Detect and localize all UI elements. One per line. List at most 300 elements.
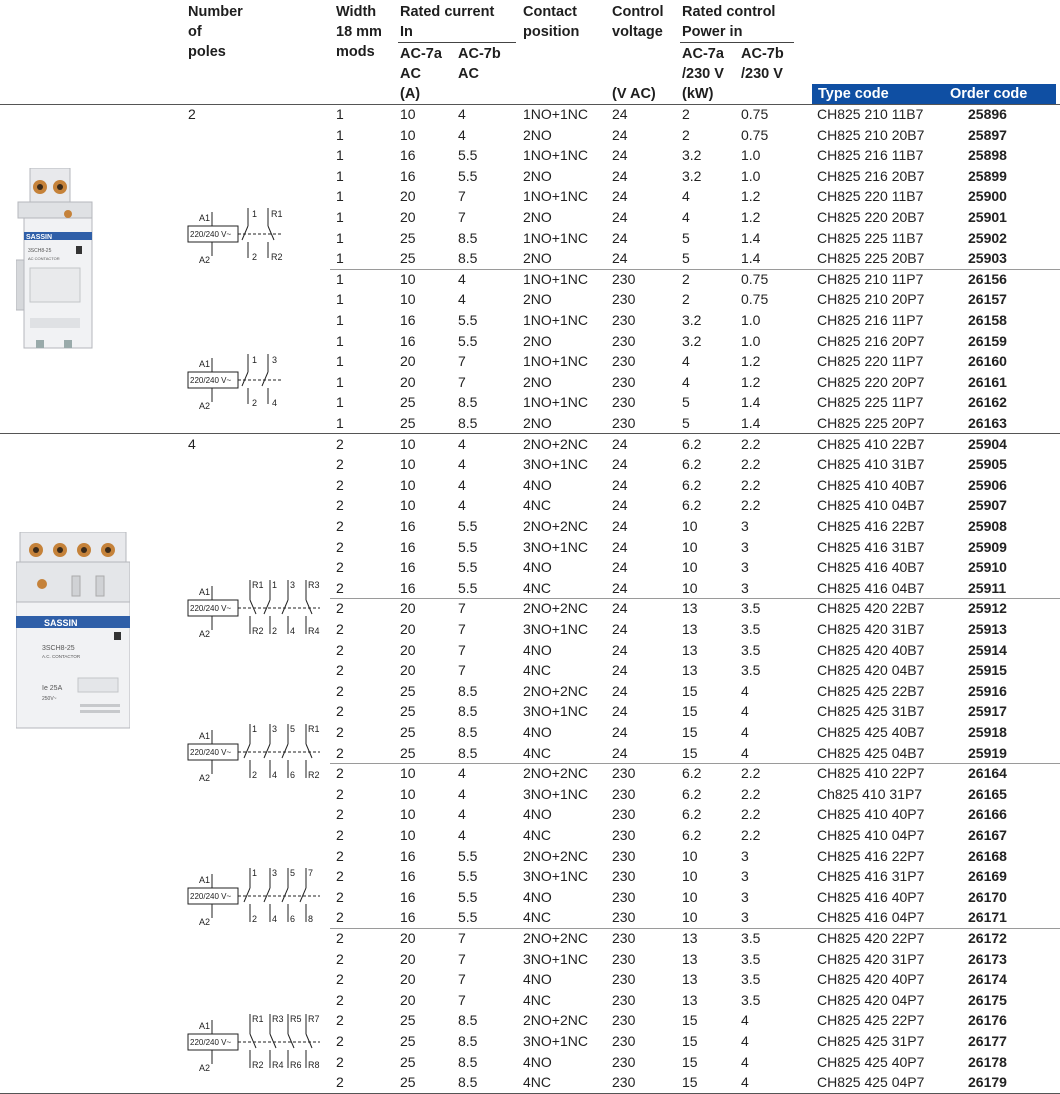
type-code-cell: CH825 420 40B7: [817, 641, 925, 658]
ac7a-current-cell: 25: [400, 250, 416, 267]
contact-cell: 1NO+1NC: [523, 394, 588, 411]
svg-text:2: 2: [252, 398, 258, 408]
ac7a-power-cell: 10: [682, 888, 698, 905]
ac7a-power-cell: 6.2: [682, 785, 702, 802]
type-code-cell: CH825 210 20P7: [817, 291, 925, 308]
ac7b-current-cell: 8.5: [458, 250, 478, 267]
ac7b-power-cell: 4: [741, 1033, 749, 1049]
ac7a-current-cell: 16: [400, 518, 416, 534]
header-order-code: Order code: [950, 86, 1028, 102]
voltage-cell: 230: [612, 930, 636, 946]
contact-cell: 4NO: [523, 971, 552, 988]
order-code-cell: 25905: [968, 456, 1007, 473]
svg-text:3: 3: [272, 724, 278, 734]
table-row: [0, 701, 1060, 722]
table-row: [0, 928, 1060, 949]
table-row: [0, 516, 1060, 537]
svg-text:R2: R2: [252, 626, 264, 636]
order-code-cell: 25902: [968, 229, 1007, 246]
ac7b-power-cell: 2.2: [741, 476, 761, 493]
width-cell: 2: [336, 559, 344, 576]
contact-cell: 3NO+1NC: [523, 785, 588, 802]
ac7b-current-cell: 4: [458, 765, 466, 782]
voltage-cell: 24: [612, 703, 628, 720]
ac7b-current-cell: 5.5: [458, 312, 478, 328]
ac7b-current-cell: 7: [458, 641, 466, 658]
header-voltage-2: voltage: [612, 24, 663, 40]
ac7a-power-cell: 3.2: [682, 167, 702, 184]
ac7a-current-cell: 25: [400, 703, 416, 720]
contact-cell: 4NC: [523, 744, 552, 761]
svg-text:A1: A1: [199, 587, 211, 597]
ac7a-power-cell: 2: [682, 270, 690, 287]
width-cell: 2: [336, 476, 344, 493]
ac7b-current-cell: 5.5: [458, 518, 478, 534]
contact-cell: 2NO+2NC: [523, 435, 588, 452]
type-code-cell: CH825 416 22P7: [817, 847, 925, 864]
contact-cell: 1NO+1NC: [523, 229, 588, 246]
contact-cell: 2NO: [523, 250, 552, 267]
table-row: [0, 681, 1060, 702]
voltage-cell: 24: [612, 621, 628, 637]
contact-cell: 4NO: [523, 476, 552, 493]
width-cell: 2: [336, 765, 344, 782]
width-cell: 2: [336, 1053, 344, 1070]
ac7a-power-cell: 10: [682, 909, 698, 926]
voltage-cell: 24: [612, 167, 628, 184]
ac7a-current-cell: 20: [400, 600, 416, 617]
width-cell: 2: [336, 888, 344, 905]
table-row: [0, 660, 1060, 681]
order-code-cell: 25908: [968, 518, 1007, 534]
type-code-cell: CH825 420 40P7: [817, 971, 925, 988]
ac7a-power-cell: 6.2: [682, 456, 702, 473]
ac7a-current-cell: 20: [400, 950, 416, 967]
svg-text:7: 7: [308, 868, 314, 878]
ac7a-power-cell: 5: [682, 229, 690, 246]
voltage-cell: 24: [612, 682, 628, 699]
ac7a-current-cell: 10: [400, 126, 416, 143]
ac7b-power-cell: 3: [741, 847, 749, 864]
ac7a-power-cell: 6.2: [682, 806, 702, 823]
ac7b-current-cell: 7: [458, 930, 466, 946]
type-code-cell: CH825 220 11P7: [817, 353, 924, 370]
svg-text:2: 2: [252, 914, 258, 924]
type-code-cell: CH825 416 04B7: [817, 579, 925, 596]
svg-text:1: 1: [272, 580, 278, 590]
type-code-cell: CH825 410 31B7: [817, 456, 925, 473]
width-cell: 2: [336, 600, 344, 617]
ac7b-current-cell: 7: [458, 991, 466, 1008]
svg-text:R4: R4: [272, 1060, 284, 1070]
voltage-cell: 230: [612, 868, 636, 885]
svg-text:220/240 V~: 220/240 V~: [190, 376, 232, 385]
width-cell: 2: [336, 435, 344, 452]
width-cell: 2: [336, 1074, 344, 1091]
svg-text:3: 3: [290, 580, 296, 590]
svg-text:A1: A1: [199, 359, 211, 369]
voltage-cell: 24: [612, 250, 628, 267]
voltage-cell: 230: [612, 415, 636, 431]
table-row: [0, 228, 1060, 249]
ac7a-current-cell: 25: [400, 229, 416, 246]
type-code-cell: CH825 425 31P7: [817, 1033, 925, 1049]
voltage-cell: 24: [612, 579, 628, 596]
type-code-cell: CH825 225 11P7: [817, 394, 924, 411]
table-row: [0, 763, 1060, 784]
ac7b-power-cell: 4: [741, 724, 749, 740]
header-power-2: Power in: [682, 24, 743, 40]
table-row: [0, 907, 1060, 928]
type-code-cell: CH825 416 22B7: [817, 518, 925, 534]
contact-cell: 4NO: [523, 559, 552, 576]
ac7a-current-cell: 10: [400, 476, 416, 493]
ac7a-current-cell: 25: [400, 682, 416, 699]
contact-cell: 2NO: [523, 415, 552, 431]
voltage-cell: 24: [612, 641, 628, 658]
svg-text:220/240 V~: 220/240 V~: [190, 230, 232, 239]
ac7b-power-cell: 2.2: [741, 765, 761, 782]
ac7b-current-cell: 5.5: [458, 868, 478, 885]
contact-cell: 2NO: [523, 209, 552, 225]
ac7b-current-cell: 4: [458, 785, 466, 802]
ac7a-current-cell: 25: [400, 1074, 416, 1091]
svg-text:220/240 V~: 220/240 V~: [190, 748, 232, 757]
ac7a-current-cell: 10: [400, 435, 416, 452]
svg-text:R8: R8: [308, 1060, 320, 1070]
ac7b-power-cell: 1.2: [741, 373, 761, 390]
svg-text:R1: R1: [252, 1014, 264, 1024]
svg-text:A1: A1: [199, 1021, 211, 1031]
ac7a-current-cell: 25: [400, 415, 416, 431]
type-code-cell: CH825 210 11B7: [817, 106, 924, 122]
width-cell: 2: [336, 785, 344, 802]
type-code-cell: CH825 420 04P7: [817, 991, 925, 1008]
type-code-cell: CH825 220 11B7: [817, 188, 924, 205]
ac7b-power-cell: 3: [741, 559, 749, 576]
ac7a-current-cell: 20: [400, 621, 416, 637]
ac7b-current-cell: 4: [458, 126, 466, 143]
ac7a-current-cell: 20: [400, 373, 416, 390]
type-code-cell: Ch825 410 31P7: [817, 785, 923, 802]
ac7a-current-cell: 16: [400, 332, 416, 349]
ac7b-power-cell: 2.2: [741, 435, 761, 452]
voltage-cell: 24: [612, 456, 628, 473]
ac7a-power-cell: 4: [682, 188, 690, 205]
ac7a-power-cell: 10: [682, 868, 698, 885]
header-width-1: Width: [336, 4, 377, 20]
voltage-cell: 24: [612, 497, 628, 514]
voltage-cell: 230: [612, 270, 636, 287]
svg-text:R2: R2: [252, 1060, 264, 1070]
ac7b-power-cell: 4: [741, 744, 749, 761]
ac7b-power-cell: 2.2: [741, 497, 761, 514]
type-code-cell: CH825 216 20P7: [817, 332, 925, 349]
order-code-cell: 26178: [968, 1053, 1007, 1070]
ac7a-current-cell: 16: [400, 868, 416, 885]
ac7a-power-cell: 13: [682, 600, 698, 617]
ac7b-current-cell: 7: [458, 971, 466, 988]
ac7a-power-cell: 13: [682, 971, 698, 988]
ac7a-current-cell: 20: [400, 930, 416, 946]
ac7a-power-cell: 15: [682, 1033, 698, 1049]
type-code-cell: CH825 410 22B7: [817, 435, 925, 452]
ac7b-power-cell: 1.4: [741, 394, 761, 411]
svg-text:6: 6: [290, 770, 296, 780]
ac7a-current-cell: 10: [400, 456, 416, 473]
ac7b-power-cell: 1.0: [741, 167, 761, 184]
contact-cell: 2NO: [523, 167, 552, 184]
contact-cell: 1NO+1NC: [523, 147, 588, 164]
ac7a-power-cell: 10: [682, 518, 698, 534]
ac7b-power-cell: 2.2: [741, 827, 761, 843]
ac7a-power-cell: 6.2: [682, 476, 702, 493]
order-code-cell: 26164: [968, 765, 1007, 782]
ac7a-current-cell: 16: [400, 888, 416, 905]
table-row: [0, 166, 1060, 187]
svg-text:R1: R1: [271, 209, 283, 219]
type-code-cell: CH825 425 40B7: [817, 724, 925, 740]
ac7a-power-cell: 13: [682, 641, 698, 658]
contact-cell: 3NO+1NC: [523, 950, 588, 967]
ac7a-current-cell: 25: [400, 394, 416, 411]
svg-text:2: 2: [272, 626, 278, 636]
width-cell: 2: [336, 950, 344, 967]
ac7b-current-cell: 8.5: [458, 703, 478, 720]
ac7b-power-cell: 0.75: [741, 270, 769, 287]
contact-cell: 4NC: [523, 909, 552, 926]
svg-text:4: 4: [290, 626, 296, 636]
ac7a-current-cell: 10: [400, 806, 416, 823]
ac7a-current-cell: 16: [400, 312, 416, 328]
order-code-cell: 26158: [968, 312, 1007, 328]
contact-cell: 3NO+1NC: [523, 621, 588, 637]
ac7b-power-cell: 1.4: [741, 229, 761, 246]
ac7a-power-cell: 3.2: [682, 332, 702, 349]
product-subtitle-2: AC CONTACTOR: [28, 256, 60, 261]
ac7b-current-cell: 5.5: [458, 538, 478, 555]
width-cell: 2: [336, 827, 344, 843]
svg-text:A2: A2: [199, 1063, 211, 1073]
ac7b-current-cell: 4: [458, 106, 466, 122]
voltage-cell: 24: [612, 229, 628, 246]
table-row: [0, 289, 1060, 310]
order-code-cell: 25911: [968, 579, 1007, 596]
order-code-cell: 25900: [968, 188, 1007, 205]
order-code-cell: 25909: [968, 538, 1007, 555]
ac7a-power-cell: 10: [682, 847, 698, 864]
ac7b-current-cell: 5.5: [458, 559, 478, 576]
ac7b-power-cell: 3: [741, 538, 749, 555]
width-cell: 2: [336, 1012, 344, 1029]
ac7b-current-cell: 8.5: [458, 1033, 478, 1049]
ac7a-power-cell: 6.2: [682, 765, 702, 782]
order-code-cell: 26169: [968, 868, 1007, 885]
header-power-ac7b-2: /230 V: [741, 66, 783, 82]
svg-text:R2: R2: [308, 770, 320, 780]
svg-text:4: 4: [272, 398, 278, 408]
ac7b-current-cell: 7: [458, 188, 466, 205]
svg-text:220/240 V~: 220/240 V~: [190, 1038, 232, 1047]
table-row: [0, 1010, 1060, 1031]
ac7b-power-cell: 3.5: [741, 971, 761, 988]
table-row: [0, 186, 1060, 207]
contact-cell: 4NO: [523, 641, 552, 658]
order-code-cell: 25912: [968, 600, 1007, 617]
header-width-2: 18 mm: [336, 24, 382, 40]
contact-cell: 1NO+1NC: [523, 270, 588, 287]
table-row: [0, 846, 1060, 867]
ac7a-power-cell: 4: [682, 353, 690, 370]
product-brand-4: SASSIN: [44, 618, 78, 628]
ac7a-power-cell: 15: [682, 744, 698, 761]
voltage-cell: 24: [612, 476, 628, 493]
table-row: [0, 475, 1060, 496]
contact-cell: 2NO: [523, 126, 552, 143]
width-cell: 2: [336, 724, 344, 740]
width-cell: 1: [336, 353, 344, 370]
width-cell: 1: [336, 167, 344, 184]
svg-text:A1: A1: [199, 213, 211, 223]
order-code-cell: 26160: [968, 353, 1007, 370]
width-cell: 1: [336, 415, 344, 431]
ac7b-power-cell: 3.5: [741, 930, 761, 946]
ac7a-current-cell: 25: [400, 1012, 416, 1029]
svg-text:4: 4: [272, 770, 278, 780]
width-cell: 2: [336, 621, 344, 637]
contact-cell: 4NC: [523, 827, 552, 843]
contact-cell: 1NO+1NC: [523, 312, 588, 328]
width-cell: 1: [336, 106, 344, 122]
contact-cell: 2NO+2NC: [523, 765, 588, 782]
ac7b-current-cell: 5.5: [458, 847, 478, 864]
svg-text:A2: A2: [199, 255, 211, 265]
voltage-cell: 230: [612, 806, 636, 823]
ac7b-current-cell: 8.5: [458, 415, 478, 431]
contact-cell: 4NC: [523, 991, 552, 1008]
voltage-cell: 230: [612, 1033, 636, 1049]
order-code-cell: 25910: [968, 559, 1007, 576]
type-code-cell: CH825 225 20P7: [817, 415, 925, 431]
voltage-cell: 230: [612, 827, 636, 843]
voltage-cell: 230: [612, 909, 636, 926]
order-code-cell: 25903: [968, 250, 1007, 267]
header-poles-1: Number: [188, 4, 243, 20]
ac7a-power-cell: 5: [682, 415, 690, 431]
voltage-cell: 230: [612, 950, 636, 967]
ac7a-current-cell: 25: [400, 1053, 416, 1070]
ac7b-power-cell: 0.75: [741, 126, 769, 143]
order-code-cell: 25916: [968, 682, 1007, 699]
width-cell: 1: [336, 229, 344, 246]
order-code-cell: 26173: [968, 950, 1007, 967]
width-cell: 2: [336, 806, 344, 823]
svg-text:4: 4: [272, 914, 278, 924]
width-cell: 2: [336, 930, 344, 946]
table-row: [0, 598, 1060, 619]
svg-text:R5: R5: [290, 1014, 302, 1024]
type-code-cell: CH825 420 31P7: [817, 950, 925, 967]
ac7b-current-cell: 7: [458, 662, 466, 679]
ac7a-power-cell: 2: [682, 291, 690, 308]
width-cell: 2: [336, 744, 344, 761]
order-code-cell: 25906: [968, 476, 1007, 493]
type-code-cell: CH825 210 11P7: [817, 270, 924, 287]
ac7a-power-cell: 4: [682, 373, 690, 390]
ac7b-power-cell: 1.0: [741, 332, 761, 349]
ac7b-power-cell: 0.75: [741, 291, 769, 308]
ac7b-current-cell: 8.5: [458, 229, 478, 246]
type-code-cell: CH825 416 40B7: [817, 559, 925, 576]
contact-cell: 3NO+1NC: [523, 1033, 588, 1049]
order-code-cell: 26165: [968, 785, 1007, 802]
order-code-cell: 26159: [968, 332, 1007, 349]
ac7b-current-cell: 4: [458, 497, 466, 514]
table-row: [0, 990, 1060, 1011]
ac7b-current-cell: 8.5: [458, 724, 478, 740]
voltage-cell: 230: [612, 291, 636, 308]
table-row: [0, 434, 1060, 455]
width-cell: 2: [336, 868, 344, 885]
table-row: [0, 578, 1060, 599]
order-code-cell: 26172: [968, 930, 1007, 946]
contact-cell: 2NO: [523, 332, 552, 349]
ac7b-power-cell: 1.0: [741, 312, 761, 328]
width-cell: 1: [336, 250, 344, 267]
order-code-cell: 26157: [968, 291, 1007, 308]
voltage-cell: 24: [612, 188, 628, 205]
width-cell: 2: [336, 662, 344, 679]
width-cell: 1: [336, 373, 344, 390]
order-code-cell: 25899: [968, 167, 1007, 184]
table-row: [0, 145, 1060, 166]
ac7b-current-cell: 4: [458, 270, 466, 287]
width-cell: 2: [336, 703, 344, 720]
product-voltage-4: 250V~: [42, 696, 57, 702]
table-row: [0, 1031, 1060, 1052]
ac7a-current-cell: 20: [400, 662, 416, 679]
ac7a-power-cell: 5: [682, 250, 690, 267]
svg-text:R2: R2: [271, 252, 283, 262]
ac7b-power-cell: 3: [741, 868, 749, 885]
svg-text:R3: R3: [272, 1014, 284, 1024]
width-cell: 1: [336, 312, 344, 328]
ac7b-current-cell: 7: [458, 353, 466, 370]
type-code-cell: CH825 420 22P7: [817, 930, 925, 946]
table-row: [0, 619, 1060, 640]
table-row: [0, 743, 1060, 764]
ac7b-power-cell: 3: [741, 909, 749, 926]
voltage-cell: 24: [612, 744, 628, 761]
svg-text:2: 2: [252, 770, 258, 780]
type-code-cell: CH825 225 11B7: [817, 229, 924, 246]
type-code-cell: CH825 410 40P7: [817, 806, 925, 823]
order-code-cell: 25914: [968, 641, 1007, 658]
ac7b-power-cell: 1.2: [741, 209, 761, 225]
type-code-cell: CH825 210 20B7: [817, 126, 925, 143]
contact-cell: 4NO: [523, 1053, 552, 1070]
ac7a-power-cell: 13: [682, 950, 698, 967]
ac7b-current-cell: 7: [458, 209, 466, 225]
ac7b-power-cell: 1.0: [741, 147, 761, 164]
width-cell: 2: [336, 538, 344, 555]
ac7b-current-cell: 4: [458, 456, 466, 473]
ac7b-current-cell: 4: [458, 476, 466, 493]
type-code-cell: CH825 410 22P7: [817, 765, 925, 782]
header-ac7b-2: AC: [458, 66, 479, 82]
order-code-cell: 25898: [968, 147, 1007, 164]
table-row: [0, 104, 1060, 125]
